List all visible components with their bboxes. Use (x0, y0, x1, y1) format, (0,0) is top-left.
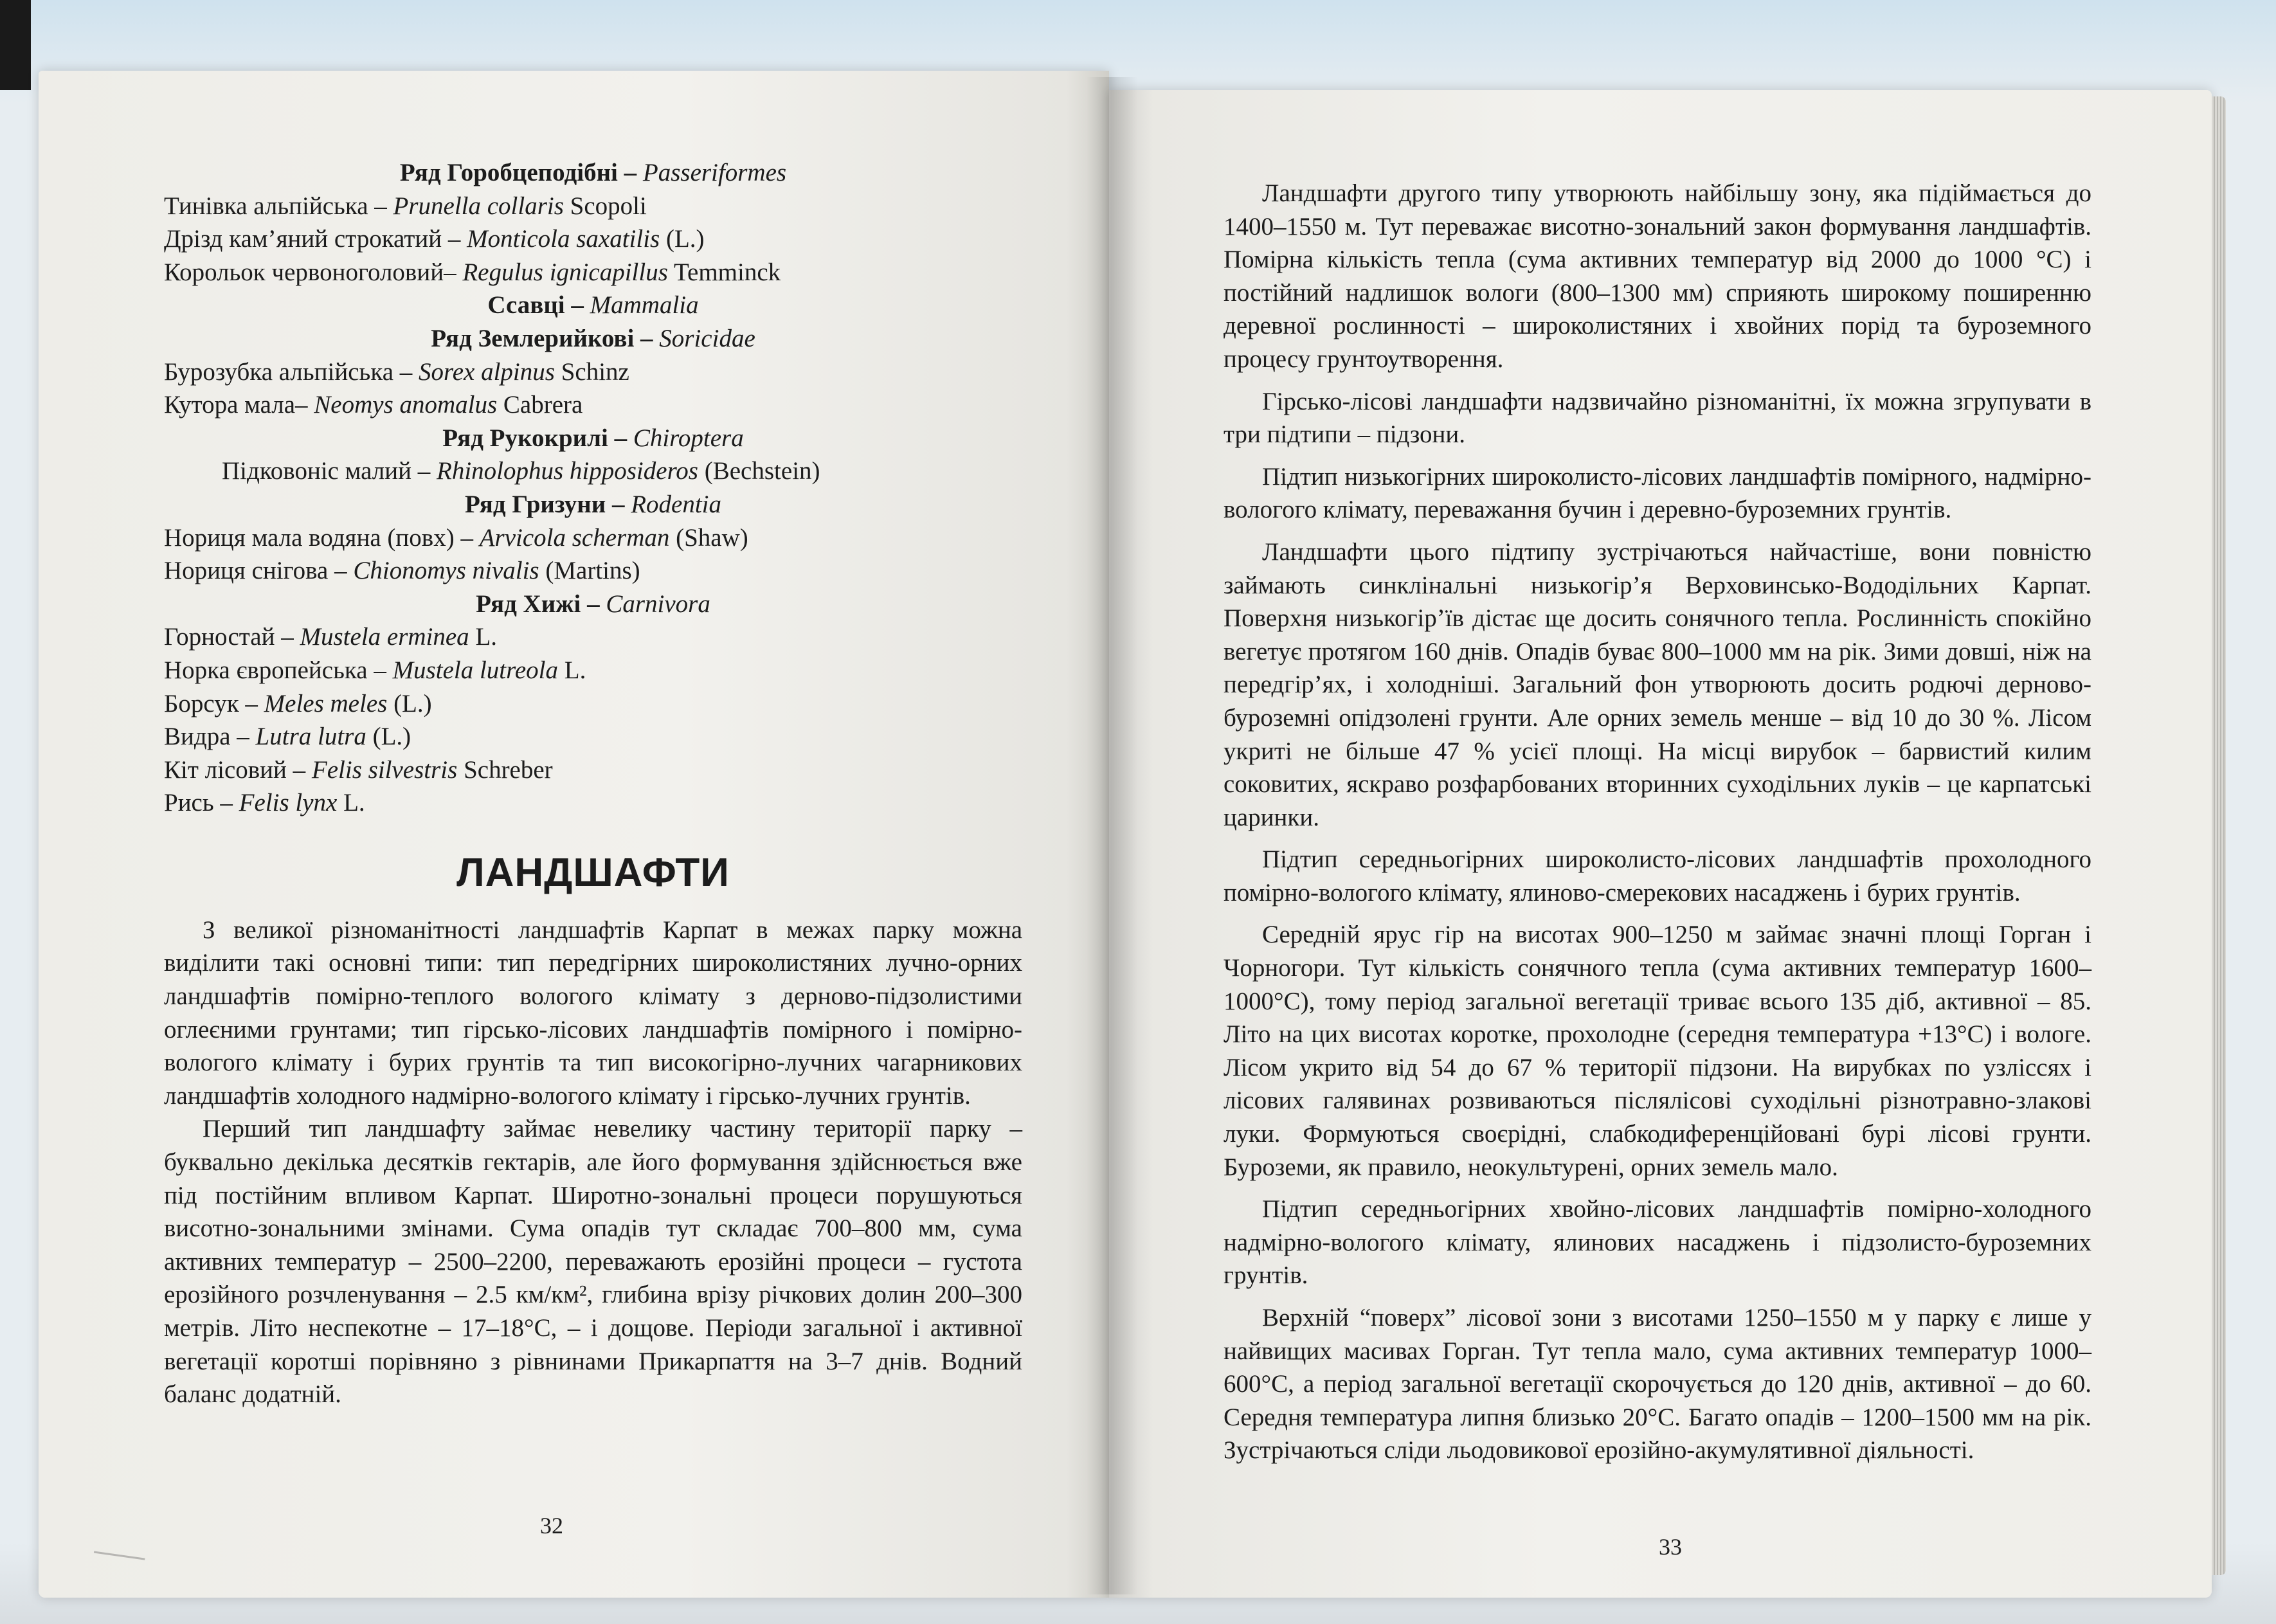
taxon-name: Нориця снігова (164, 557, 329, 585)
taxon-latin-name: Mammalia (590, 291, 699, 320)
taxon-latin-name: Chionomys nivalis (353, 557, 539, 585)
taxon-latin-name: Felis silvestris (311, 755, 458, 784)
species-entry (164, 388, 1022, 422)
taxon-separator: – (213, 789, 239, 817)
taxon-separator: – (393, 357, 419, 386)
left-body (164, 914, 1022, 1411)
species-entry (164, 256, 1022, 289)
taxon-author: Schinz (561, 357, 629, 386)
taxon-separator: – (411, 457, 437, 485)
paragraph: Ландшафти другого типу утворюють найбільшу зону, яка підіймається до 1400–1550 м. Тут переважає висотно-зональний закон формування ландшафтів. Помірна кількість тепла (сума активних температур від 2000 до 1000 °С) і постійний надлишок вологи (800–1300 мм) сприяють широкому поширенню деревної рослинності – широколистяних і хвойних порід та буроземного процесу грунтоутворення. (1224, 179, 2091, 373)
taxon-author: (L.) (393, 689, 432, 717)
species-entry (164, 356, 1022, 389)
paragraph: З великої різноманітності ландшафтів Карпат в межах парку можна виділити такі основні типи: тип передгірних широколистяних лучно-орних ландшафтів помірно-теплого вологого клімату з дерново-підзолистими оглеєними грунтами; тип гірсько-лісових ландшафтів помірного і помірно-вологого клімату і бурих грунтів та тип високогірно-лучних чагарникових ландшафтів холодного надмірно-вологого клімату і гірсько-лучних грунтів. (164, 916, 1022, 1110)
taxon-separator: – (367, 656, 393, 684)
species-entry (164, 455, 1022, 488)
species-entry (164, 753, 1022, 787)
species-entry (164, 222, 1022, 256)
taxon-name: Ссавці (487, 291, 565, 320)
taxon-separator: – (444, 258, 463, 286)
section-title: ЛАНДШАФТИ (456, 850, 730, 895)
taxon-separator: – (442, 225, 467, 253)
taxon-name: Рись (164, 789, 214, 817)
paragraph: Підтип середньогірних хвойно-лісових ландшафтів помірно-холодного надмірно-вологого клімату, ялинових насаджень і підзолисто-буроземних грунтів. (1224, 1195, 2091, 1290)
paragraph: Гірсько-лісові ландшафти надзвичайно різноманітні, їх можна згрупувати в три підтипи – підзони. (1224, 387, 2091, 449)
taxon-author: L. (475, 623, 498, 651)
taxon-latin-name: Lutra lutra (255, 723, 366, 751)
taxon-name: Борсук (164, 689, 239, 717)
taxon-latin-name: Arvicola scherman (479, 523, 670, 552)
taxon-separator: – (286, 755, 312, 784)
taxon-name: Ряд Землерийкові (431, 324, 635, 352)
taxon-name: Дрізд кам’яний строкатий (164, 225, 442, 253)
scan-edge-shadow (0, 0, 31, 90)
paragraph: Підтип низькогірних широколисто-лісових ландшафтів помірного, надмірно-вологого клімату, переважання бучин і деревно-буроземних грунтів. (1224, 462, 2091, 524)
taxon-author: Schreber (464, 755, 553, 784)
order-heading (164, 422, 1022, 455)
taxon-author: L. (343, 789, 365, 817)
species-entry (164, 521, 1022, 555)
taxon-name: Видра (164, 723, 231, 751)
taxon-latin-name: Mustela erminea (300, 623, 469, 651)
taxon-separator: – (239, 689, 264, 717)
order-heading (164, 588, 1022, 621)
taxon-name: Корольок червоноголовий (164, 258, 444, 286)
taxon-name: Ряд Хижі (476, 590, 581, 618)
taxon-name: Підковоніс малий (222, 457, 411, 485)
taxon-latin-name: Mustela lutreola (392, 656, 559, 684)
taxon-author: Cabrera (503, 391, 583, 419)
taxon-name: Ряд Горобцеподібні (399, 159, 618, 186)
taxon-separator: – (608, 424, 633, 452)
order-heading (164, 322, 1022, 356)
taxon-separator: – (454, 523, 480, 552)
taxon-author: Scopoli (570, 192, 647, 220)
taxon-latin-name: Regulus ignicapillus (462, 258, 668, 286)
species-entry (164, 554, 1022, 588)
taxon-latin-name: Neomys anomalus (314, 391, 498, 419)
taxon-name: Горностай (164, 623, 275, 651)
taxon-author: (Bechstein) (704, 457, 820, 485)
taxon-separator: – (328, 557, 354, 585)
taxon-latin-name: Soricidae (659, 324, 755, 352)
taxon-author: (Martins) (545, 557, 640, 585)
taxon-separator: – (581, 590, 606, 618)
order-heading (164, 156, 1022, 190)
taxon-name: Норка європейська (164, 656, 368, 684)
taxon-latin-name: Rhinolophus hipposideros (437, 457, 698, 485)
taxon-latin-name: Monticola saxatilis (467, 225, 660, 253)
taxon-latin-name: Sorex alpinus (419, 357, 555, 386)
taxon-author: (L.) (372, 723, 411, 751)
page-edges (2212, 96, 2226, 1575)
taxon-author: L. (564, 656, 586, 684)
taxon-author: Temminck (673, 258, 781, 286)
species-entry (164, 190, 1022, 223)
left-page-text (164, 156, 1022, 1411)
taxon-separator: – (368, 192, 393, 220)
species-entry (164, 620, 1022, 654)
taxon-name: Кіт лісовий (164, 755, 287, 784)
paragraph: Перший тип ландшафту займає невелику частину території парку – буквально декілька десятків гектарів, але його формування здійснюється вже під постійним впливом Карпат. Широтно-зональні процеси порушуються висотно-зональними змінами. Сума опадів тут складає 700–800 мм, сума активних температур – 2500–2200, переважають ерозійні процеси – густота ерозійного розчленування – 2.5 км/км², глибина врізу річкових долин 200–300 метрів. Літо неспекотне – 17–18°С, – і дощове. Періоди загальної і активної вегетації коротші порівняно з рівнинами Прикарпаття на 3–7 днів. Водний баланс додатній. (164, 1115, 1022, 1409)
taxon-separator: – (230, 723, 256, 751)
taxon-name: Кутора мала (164, 391, 296, 419)
book-gutter (1087, 77, 1138, 1594)
class-heading (164, 289, 1022, 322)
species-list (164, 156, 1022, 820)
taxon-latin-name: Chiroptera (633, 424, 744, 452)
taxon-separator: – (275, 623, 300, 651)
taxon-author: (L.) (665, 225, 705, 253)
taxon-latin-name: Meles meles (264, 689, 388, 717)
species-entry (164, 654, 1022, 687)
taxon-author: (Shaw) (676, 523, 748, 552)
species-entry (164, 786, 1022, 820)
paragraph: Ландшафти цього підтипу зустрічаються найчастіше, вони повністю займають синклінальні низькогір’я Верховинсько-Вододільних Карпат. Поверхня низькогір’їв дістає ще досить сонячного тепла. Рослинність спокійно вегетує протягом 160 днів. Опадів буває 800–1000 мм на рік. Зими довші, ніж на передгір’ях, і холодніші. Загальний фон утворюють досить родючі дерново-буроземні опідзолені грунти. Але орних земель менше – від 10 до 30 %. Лісом укриті не більше 47 % усієї площі. На місці вирубок – барвистий килим соковитих, яскраво розфарбованих вторинних суходільних луків – це карпатські царинки. (1224, 537, 2091, 831)
taxon-name: Бурозубка альпійська (164, 357, 393, 386)
taxon-latin-name: Carnivora (606, 590, 710, 618)
taxon-separator: – (295, 391, 314, 419)
taxon-name: Ряд Рукокрилі (442, 424, 608, 452)
taxon-separator: – (564, 291, 590, 320)
right-page-text (1224, 177, 2091, 1476)
paragraph: Верхній “поверх” лісової зони з висотами 1250–1550 м у парку є лише у найвищих масивах Горган. Тут тепла мало, сума активних температур 1000–600°С, а період загальної вегетації скорочується до 120 днів, активної – до 60. Середня температура липня близько 20°С. Багато опадів – 1200–1500 мм на рік. Зустрічаються сліди льодовикової ерозійно-акумулятивної діяльності. (1224, 1304, 2091, 1465)
taxon-separator: – (606, 490, 631, 518)
taxon-name: Нориця мала водяна (повх) (164, 523, 455, 552)
taxon-latin-name: Felis lynx (239, 789, 338, 817)
taxon-separator: – (634, 324, 660, 352)
order-heading (164, 488, 1022, 521)
taxon-name: Тинівка альпійська (164, 192, 368, 220)
page-number-right: 33 (1659, 1534, 1682, 1560)
paragraph: Середній ярус гір на висотах 900–1250 м займає значні площі Горган і Чорногори. Тут кількість сонячного тепла (сума активних температур 1600–1000°С), тому період загальної вегетації триває всього 135 діб, активної – 85. Літо на цих висотах коротке, прохолодне (середня температура +13°С) і вологе. Лісом укрито від 54 до 67 % території підзони. На вирубках по узліссях і лісових галявинах розвиваються післялісові суходільні різнотравно-злакові луки. Формуються своєрідні, слабкодиференційовані бурі лісові грунти. Буроземи, як правило, неокультурені, орних земель мало. (1224, 921, 2091, 1181)
paragraph: Підтип середньогірних широколисто-лісових ландшафтів прохолодного помірно-вологого клімату, ялиново-смерекових насаджень і бурих грунтів. (1224, 845, 2091, 907)
taxon-latin-name: Passeriformes (642, 159, 787, 186)
taxon-latin-name: Prunella collaris (393, 192, 564, 220)
species-entry (164, 687, 1022, 721)
page-number-left: 32 (540, 1513, 563, 1538)
taxon-name: Ряд Гризуни (464, 490, 606, 518)
species-entry (164, 720, 1022, 753)
taxon-latin-name: Rodentia (631, 490, 722, 518)
taxon-separator: – (617, 159, 643, 186)
